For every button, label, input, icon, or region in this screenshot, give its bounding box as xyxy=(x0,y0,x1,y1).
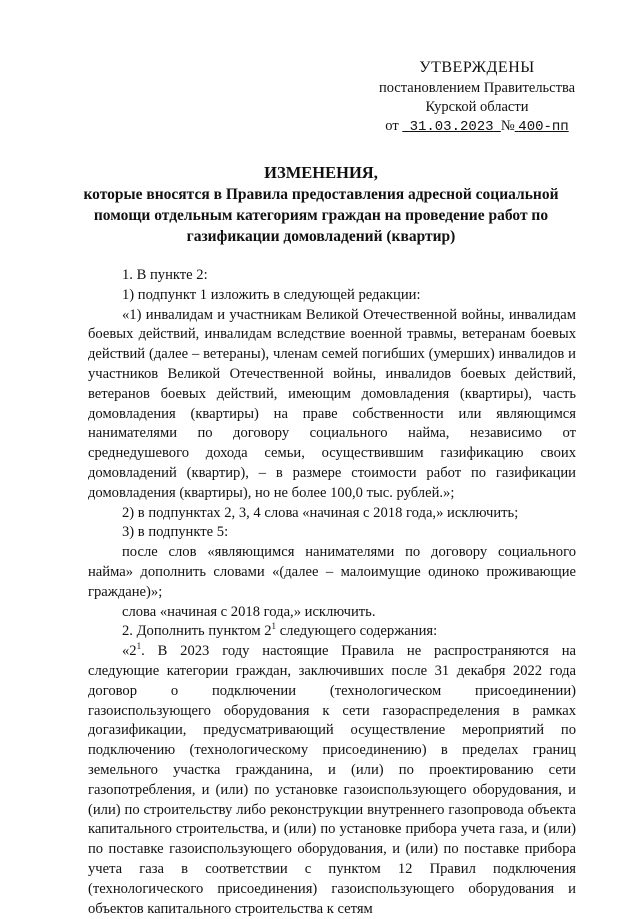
paragraph-5: 3) в подпункте 5: xyxy=(122,524,229,541)
paragraph-6: после слов «являющимся нанимателями по договору социального найма» дополнить словами «(далее – малоимущие одиноко проживающие граждане)»; xyxy=(88,544,576,600)
title-subheading: которые вносятся в Правила предоставления адресной социальной помощи отдельным категориям граждан на проведение работ по газификации домовладений (квартир) xyxy=(83,186,559,245)
paragraph-2: 1) подпункт 1 изложить в следующей редакции: xyxy=(122,286,421,303)
paragraph-4: 2) в подпунктах 2, 3, 4 слова «начиная с 2018 года,» исключить; xyxy=(122,504,519,521)
approval-heading: УТВЕРЖДЕНЫ xyxy=(419,59,535,76)
from-label: от xyxy=(385,118,399,134)
paragraph-8: 2. Дополнить пунктом $2^1$ следующего содержания: xyxy=(122,621,438,640)
document-title xyxy=(60,162,582,247)
approval-line2: Курской области xyxy=(425,99,529,115)
approval-number: 400-пп xyxy=(518,119,569,135)
number-label: № xyxy=(500,118,515,134)
approval-date-line xyxy=(362,117,592,137)
approval-date: 31.03.2023 xyxy=(409,119,494,135)
paragraph-1: 1. В пункте 2: xyxy=(122,267,208,283)
approval-line1: постановлением Правительства xyxy=(378,80,576,96)
title-heading: ИЗМЕНЕНИЯ, xyxy=(264,163,378,182)
paragraph-9: «$2^1$. В 2023 году настоящие Правила не распространяются на следующие категории граждан, заключивших после 31 декабря 2022 года договор о подключении (технологическом присоединении) газоиспользующего оборудования к сети газораспределения в рамках догазификации, предусматривающий осуществление мероприятий по подключению (технологическому присоединению) в пределах границ земельного участка гражданина, и (или) по проектированию сети газопотребления, и (или) по установке газоиспользующего оборудования, и (или) по строительству либо реконструкции внутреннего газопровода объекта капитального строительства, и (или) по установке прибора учета газа, и (или) по поставке газоиспользующего оборудования, и (или) по поставке прибора учета газа в соответствии с пунктом 12 Правил подключения (технологического присоединения) газоиспользующего оборудования и объектов капитального строительства к сетям xyxy=(88,641,576,917)
paragraph-7: слова «начиная с 2018 года,» исключить. xyxy=(122,603,376,620)
approval-stamp xyxy=(362,58,592,137)
document-body xyxy=(88,266,576,919)
paragraph-3: «1) инвалидам и участникам Великой Отечественной войны, инвалидам боевых действий, инвалидам вследствие военной травмы, ветеранам боевых действий (далее – ветераны), членам семей погибших (умерших) инвалидов и участников Великой Отечественной войны, инвалидов боевых действий, ветеранов боевых действий, имеющим домовладения (квартиры), часть домовладения (квартиры) на праве собственности или являющимся нанимателями по договору социального найма, независимо от среднедушевого дохода семьи, осуществившим газификацию своих домовладений (квартир), – в размере стоимости работ по газификации домовладения (квартиры), но не более 100,0 тыс. рублей.»; xyxy=(88,306,576,501)
